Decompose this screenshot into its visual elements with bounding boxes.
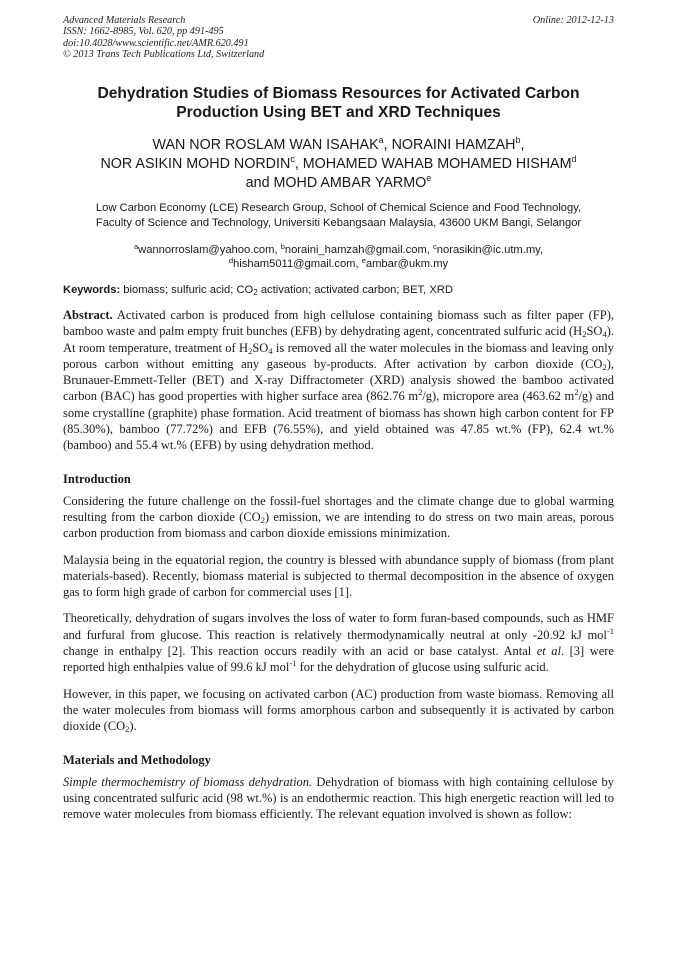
- paragraph-text: ) emission, we are intending to do stress on two main areas, porous carbon production from biomass and carbon dioxide emissions minimization.: [63, 509, 614, 541]
- subscript: 2: [602, 361, 607, 372]
- methods-heading: Materials and Methodology: [63, 752, 211, 767]
- author-emails: [63, 243, 614, 271]
- author-list: [63, 136, 614, 193]
- keywords-text: activation; activated carbon; BET, XRD: [257, 284, 453, 296]
- superscript: -1: [606, 625, 614, 636]
- intro-paragraph-1: [63, 493, 614, 542]
- author-separator: ,: [520, 137, 525, 153]
- subscript: 2: [248, 345, 253, 356]
- author-name: MOHAMED WAHAB MOHAMED HISHAM: [302, 156, 572, 172]
- author-name: NOR ASIKIN MOHD NORDIN: [100, 156, 291, 172]
- abstract-text: Activated carbon is produced from high cellulose containing biomass such as filter paper (FP), bamboo waste and palm empty fruit bunches (EFB) by dehydrating agent, concentrated sulfuric acid (H: [63, 308, 614, 339]
- email-address[interactable]: noraini_hamzah@gmail.com,: [284, 244, 434, 256]
- paragraph-text: Considering the future challenge on the fossil-fuel shortages and the climate change due to global warming resulting from the carbon dioxide (CO: [63, 493, 614, 524]
- affiliation-line-2: Faculty of Science and Technology, Universiti Kebangsaan Malaysia, 43600 UKM Bangi, Selangor: [95, 217, 582, 229]
- author-name: NORAINI HAMZAH: [391, 137, 516, 153]
- abstract: [63, 307, 614, 454]
- abstract-text: /g) and some crystalline (graphite) phase formation. Acid treatment of biomass has shown high carbon content for FP (85.30%), bamboo (77.72%) and EFB (76.55%), and yield obtained was 47.85 wt.% (FP), 62.4 wt.% (bamboo) and 55.4 wt.% (EFB) by using dehydration method.: [63, 389, 614, 453]
- subscript: 2: [582, 329, 587, 340]
- subscript: 2: [260, 514, 265, 525]
- email-address[interactable]: ambar@ukm.my: [365, 258, 449, 270]
- email-line-2: [63, 257, 614, 271]
- italic-subheading: Simple thermochemistry of biomass dehydration.: [63, 774, 313, 789]
- keywords-text: biomass; sulfuric acid; CO: [120, 284, 254, 296]
- affiliation-line-1: Low Carbon Economy (LCE) Research Group, School of Chemical Science and Food Technology,: [95, 202, 582, 214]
- author-affil-mark: c: [290, 154, 295, 164]
- email-address[interactable]: wannorroslam@yahoo.com,: [138, 244, 281, 256]
- title-line-1: Dehydration Studies of Biomass Resources for Activated Carbon: [97, 85, 580, 102]
- paper-title: [63, 84, 614, 122]
- email-mark: c: [433, 242, 437, 251]
- author-separator: ,: [383, 137, 392, 153]
- intro-paragraph-3: [63, 610, 614, 675]
- paragraph-text: change in enthalpy [2]. This reaction occurs readily with an acid or base catalyst. Antal: [63, 644, 537, 659]
- subscript: 2: [125, 724, 130, 735]
- online-date: Online: 2012-12-13: [532, 15, 614, 26]
- author-name: MOHD AMBAR YARMO: [273, 175, 427, 191]
- email-mark: a: [133, 242, 139, 251]
- journal-header: [63, 15, 614, 63]
- abstract-label: Abstract.: [63, 308, 113, 322]
- abstract-text: /g), micropore area (463.62 m: [422, 389, 575, 404]
- keywords: [63, 283, 614, 297]
- email-mark: d: [228, 256, 234, 265]
- abstract-text: SO: [586, 324, 603, 339]
- author-line-3: [63, 174, 614, 193]
- superscript: 2: [418, 387, 423, 398]
- paragraph-text: However, in this paper, we focusing on activated carbon (AC) production from waste biomass. Removing all the water molecules from biomass will forms amorphous carbon and subsequently it is activated by carbon dioxide (CO: [63, 686, 614, 734]
- paragraph-text: Theoretically, dehydration of sugars involves the loss of water to form furan-based compounds, such as HMF and furfural from glucose. This reaction is relatively thermodynamically neutral at only -20.92 kJ mol: [63, 611, 614, 642]
- author-conjunction: and: [245, 175, 274, 191]
- paragraph-text: . [3] were reported high enthalpies value of 99.6 kJ mol: [63, 644, 614, 675]
- superscript: 2: [574, 387, 579, 398]
- paragraph-text: ).: [129, 719, 137, 734]
- email-address[interactable]: norasikin@ic.utm.my,: [436, 244, 544, 256]
- affiliation: [63, 201, 614, 231]
- issn-line: ISSN: 1662-8985, Vol. 620, pp 491-495: [63, 26, 224, 38]
- email-address[interactable]: hisham5011@gmail.com,: [233, 258, 362, 270]
- author-name: WAN NOR ROSLAM WAN ISAHAK: [152, 137, 379, 153]
- intro-paragraph-2: Malaysia being in the equatorial region, the country is blessed with abundance supply of biomass (from plant materials-based). Recently, biomass material is subjected to thermal decomposition in the absence of oxygen gas to form high grade of carbon for commercial uses [1].: [63, 552, 614, 600]
- title-line-2: Production Using BET and XRD Techniques: [176, 104, 501, 121]
- author-line-2: [63, 155, 614, 174]
- paragraph-text: for the dehydration of glucose using sulfuric acid.: [296, 660, 549, 675]
- subscript: 2: [253, 288, 258, 297]
- paper-page: [63, 15, 614, 822]
- email-mark: e: [361, 256, 366, 265]
- doi-line: doi:10.4028/www.scientific.net/AMR.620.491: [63, 37, 249, 49]
- superscript: -1: [289, 658, 297, 669]
- abstract-text: ), Brunauer-Emmett-Teller (BET) and X-ray Diffractometer (XRD) analysis showed the bamboo activated carbon (BAC) has good properties with higher surface area (862.76 m: [63, 356, 614, 404]
- copyright-line: © 2013 Trans Tech Publications Ltd, Switzerland: [63, 48, 265, 60]
- intro-paragraph-4: [63, 686, 614, 735]
- subscript: 4: [268, 345, 273, 356]
- email-line-1: [63, 243, 614, 257]
- author-affil-mark: b: [515, 135, 521, 145]
- italic-text: et al: [536, 644, 561, 659]
- author-line-1: [63, 136, 614, 155]
- keywords-label: Keywords:: [63, 284, 121, 296]
- abstract-text: is removed all the water molecules in the biomass and leaving only porous carbon without emitting any gaseous by-products. After activation by carbon dioxide (CO: [63, 340, 614, 371]
- email-mark: b: [280, 242, 285, 251]
- abstract-text: ). At room temperature, treatment of H: [63, 324, 614, 355]
- author-separator: ,: [294, 156, 303, 172]
- introduction-heading: Introduction: [63, 471, 131, 486]
- author-affil-mark: a: [378, 135, 384, 145]
- subscript: 4: [602, 329, 607, 340]
- paragraph-text: Dehydration of biomass with high containing cellulose by using concentrated sulfuric acid (98 wt.%) is an endothermic reaction. This high energetic reaction will led to remove water molecules from biomass efficiently. The relevant equation involved is shown as follow:: [63, 774, 614, 822]
- journal-name: Advanced Materials Research: [63, 15, 186, 26]
- author-affil-mark: d: [571, 154, 577, 164]
- abstract-text: SO: [252, 340, 269, 355]
- author-affil-mark: e: [426, 173, 432, 183]
- methods-paragraph-1: [63, 774, 614, 823]
